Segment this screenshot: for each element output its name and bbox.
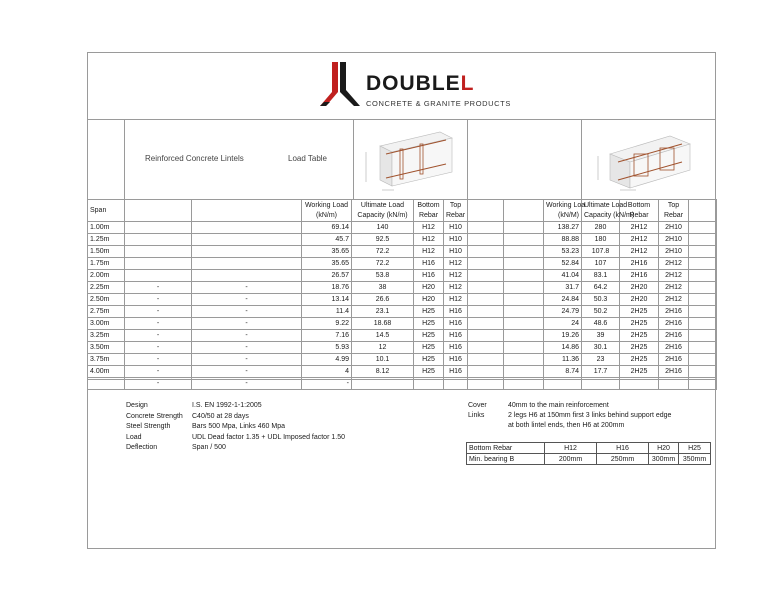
bearing-cell: 300mm — [649, 454, 679, 465]
empty-cell — [468, 306, 504, 318]
empty-cell — [504, 258, 544, 270]
cell-top: H16 — [444, 330, 468, 342]
cell-ul2: 280 — [582, 222, 620, 234]
cell-top: H10 — [444, 234, 468, 246]
cell-a — [125, 258, 192, 270]
cell-span — [88, 378, 125, 390]
cell-bot: H20 — [414, 294, 444, 306]
cell-bot2: 2H12 — [620, 234, 659, 246]
table-subtitle: Load Table — [288, 154, 327, 163]
table-row — [88, 354, 717, 366]
cell-bot2: 2H25 — [620, 306, 659, 318]
cell-b — [192, 222, 302, 234]
cell-wl2: 53.23 — [544, 246, 582, 258]
cell-top2: 2H16 — [659, 330, 689, 342]
cell-a: - — [125, 294, 192, 306]
bearing-cell: 200mm — [545, 454, 597, 465]
empty-cell — [689, 342, 717, 354]
cell-top2: 2H16 — [659, 366, 689, 378]
header-divider — [88, 119, 715, 120]
cell-wl2: 88.88 — [544, 234, 582, 246]
cell-top2: 2H10 — [659, 222, 689, 234]
cell-bot2 — [620, 378, 659, 390]
cell-wl2: 138.27 — [544, 222, 582, 234]
empty-cell — [468, 258, 504, 270]
cell-bot2: 2H25 — [620, 318, 659, 330]
cell-top2: 2H12 — [659, 282, 689, 294]
cell-ul2: 83.1 — [582, 270, 620, 282]
empty-cell — [504, 294, 544, 306]
note-label: Steel Strength — [126, 423, 171, 430]
bearing-cell: 350mm — [679, 454, 711, 465]
cell-wl2: 24.84 — [544, 294, 582, 306]
cell-ul2: 180 — [582, 234, 620, 246]
cell-ul: 72.2 — [352, 246, 414, 258]
empty-cell — [468, 354, 504, 366]
divider — [353, 119, 354, 199]
links-value: 2 legs H6 at 150mm first 3 links behind support edge — [508, 412, 672, 419]
cell-wl2: 19.26 — [544, 330, 582, 342]
cell-bot: H25 — [414, 306, 444, 318]
cell-ul2: 48.6 — [582, 318, 620, 330]
cell-bot2: 2H12 — [620, 222, 659, 234]
cell-ul: 14.5 — [352, 330, 414, 342]
brand-name: DOUBLEL — [366, 72, 475, 95]
cell-top — [444, 378, 468, 390]
cell-b — [192, 270, 302, 282]
cell-wl: 26.57 — [302, 270, 352, 282]
cell-b: - — [192, 342, 302, 354]
cell-ul: 12 — [352, 342, 414, 354]
cell-ul — [352, 378, 414, 390]
cell-wl: 11.4 — [302, 306, 352, 318]
cell-bot2: 2H16 — [620, 270, 659, 282]
cell-span: 3.50m — [88, 342, 125, 354]
cell-wl2: 52.84 — [544, 258, 582, 270]
table-row — [88, 342, 717, 354]
cell-a: - — [125, 354, 192, 366]
cell-wl2: 14.86 — [544, 342, 582, 354]
ultimate-load-header: Ultimate Load Capacity (kN/m) — [352, 200, 414, 222]
cell-wl: 18.76 — [302, 282, 352, 294]
cell-wl: - — [302, 378, 352, 390]
empty-cell — [468, 282, 504, 294]
cell-ul: 23.1 — [352, 306, 414, 318]
bearing-cell: H20 — [649, 443, 679, 454]
table-row — [88, 330, 717, 342]
cell-ul: 8.12 — [352, 366, 414, 378]
cell-b: - — [192, 282, 302, 294]
cell-ul2: 107 — [582, 258, 620, 270]
cell-top2: 2H16 — [659, 354, 689, 366]
empty-cell — [468, 270, 504, 282]
cell-ul2: 23 — [582, 354, 620, 366]
empty-cell — [192, 200, 302, 222]
cell-ul2: 50.2 — [582, 306, 620, 318]
bearing-cell: Bottom Rebar — [467, 443, 545, 454]
cell-wl2: 31.7 — [544, 282, 582, 294]
cell-wl: 9.22 — [302, 318, 352, 330]
bearing-cell: H16 — [597, 443, 649, 454]
cell-wl: 13.14 — [302, 294, 352, 306]
empty-cell — [689, 282, 717, 294]
cover-label: Cover — [468, 402, 487, 409]
empty-cell — [504, 378, 544, 390]
empty-cell — [504, 354, 544, 366]
empty-cell — [689, 294, 717, 306]
cell-b — [192, 258, 302, 270]
cell-top2: 2H10 — [659, 246, 689, 258]
cell-a: - — [125, 366, 192, 378]
cell-b: - — [192, 354, 302, 366]
table-row — [88, 222, 717, 234]
cell-bot2: 2H25 — [620, 330, 659, 342]
empty-cell — [504, 366, 544, 378]
table-row — [88, 318, 717, 330]
cell-b: - — [192, 366, 302, 378]
cell-b: - — [192, 306, 302, 318]
cell-bot: H25 — [414, 354, 444, 366]
empty-cell — [468, 294, 504, 306]
cell-ul2: 17.7 — [582, 366, 620, 378]
table-header-row — [88, 200, 717, 222]
bearing-row-min — [467, 454, 711, 465]
empty-cell — [468, 330, 504, 342]
cell-wl: 4.99 — [302, 354, 352, 366]
double-lintel-diagram — [590, 124, 700, 194]
note-label: Load — [126, 433, 142, 441]
cell-b — [192, 246, 302, 258]
table-row — [88, 282, 717, 294]
cell-span: 1.25m — [88, 234, 125, 246]
empty-cell — [689, 200, 717, 222]
cell-b: - — [192, 330, 302, 342]
cell-top: H10 — [444, 246, 468, 258]
cell-ul: 10.1 — [352, 354, 414, 366]
bearing-cell: Min. bearing B — [467, 454, 545, 465]
empty-cell — [689, 234, 717, 246]
empty-cell — [689, 318, 717, 330]
table-row — [88, 246, 717, 258]
cell-bot2: 2H25 — [620, 342, 659, 354]
cell-a — [125, 234, 192, 246]
cell-bot: H25 — [414, 318, 444, 330]
cell-bot: H20 — [414, 282, 444, 294]
cell-top: H12 — [444, 258, 468, 270]
cell-wl: 35.65 — [302, 246, 352, 258]
empty-cell — [504, 222, 544, 234]
cell-span: 1.50m — [88, 246, 125, 258]
single-lintel-diagram — [360, 124, 460, 194]
empty-cell — [689, 306, 717, 318]
cell-ul2 — [582, 378, 620, 390]
empty-cell — [504, 306, 544, 318]
cell-a — [125, 222, 192, 234]
links-value-2: at both lintel ends, then H6 at 200mm — [508, 422, 625, 429]
cell-a: - — [125, 318, 192, 330]
empty-cell — [689, 378, 717, 390]
bearing-table — [466, 442, 711, 465]
cell-bot: H12 — [414, 234, 444, 246]
cell-bot: H25 — [414, 366, 444, 378]
empty-cell — [689, 222, 717, 234]
cell-ul: 38 — [352, 282, 414, 294]
bearing-row-rebar — [467, 443, 711, 454]
cell-span: 4.00m — [88, 366, 125, 378]
cell-bot: H25 — [414, 342, 444, 354]
note-value: UDL Dead factor 1.35 + UDL Imposed factor 1.50 — [192, 433, 345, 441]
note-value: Span / 500 — [192, 444, 226, 451]
cell-wl: 69.14 — [302, 222, 352, 234]
empty-cell — [468, 366, 504, 378]
empty-cell — [689, 330, 717, 342]
bottom-rebar-header: Bottom Rebar — [414, 200, 444, 222]
table-row — [88, 366, 717, 378]
cell-top2: 2H12 — [659, 258, 689, 270]
table-title: Reinforced Concrete Lintels — [145, 154, 244, 163]
cell-b: - — [192, 294, 302, 306]
cell-top2: 2H12 — [659, 294, 689, 306]
cell-wl2: 24 — [544, 318, 582, 330]
note-label: Deflection — [126, 444, 158, 451]
cell-bot: H12 — [414, 246, 444, 258]
working-load-header: Working Load (kN/m) — [302, 200, 352, 222]
cell-wl2 — [544, 378, 582, 390]
cell-wl2: 41.04 — [544, 270, 582, 282]
cell-a: - — [125, 282, 192, 294]
empty-cell — [468, 342, 504, 354]
empty-cell — [504, 200, 544, 222]
cell-top: H16 — [444, 354, 468, 366]
cell-wl2: 8.74 — [544, 366, 582, 378]
cell-span: 2.25m — [88, 282, 125, 294]
cell-top2 — [659, 378, 689, 390]
empty-cell — [468, 222, 504, 234]
empty-cell — [468, 378, 504, 390]
cell-ul2: 107.8 — [582, 246, 620, 258]
cell-top: H16 — [444, 366, 468, 378]
divider — [124, 119, 125, 199]
company-logo — [318, 59, 518, 115]
empty-cell — [504, 342, 544, 354]
cell-top: H10 — [444, 222, 468, 234]
cell-b: - — [192, 318, 302, 330]
working-load-header-right: Working Loa (kN/M) — [544, 200, 582, 222]
empty-cell — [468, 200, 504, 222]
cell-ul: 18.68 — [352, 318, 414, 330]
note-value: C40/50 at 28 days — [192, 412, 249, 420]
cell-top: H12 — [444, 294, 468, 306]
table-row — [88, 306, 717, 318]
empty-cell — [689, 270, 717, 282]
empty-cell — [504, 246, 544, 258]
divider — [467, 119, 468, 199]
empty-cell — [504, 330, 544, 342]
cell-wl: 35.65 — [302, 258, 352, 270]
cell-wl: 4 — [302, 366, 352, 378]
cell-top: H16 — [444, 318, 468, 330]
cell-ul: 92.5 — [352, 234, 414, 246]
cell-b — [192, 234, 302, 246]
table-row — [88, 234, 717, 246]
cell-span: 3.00m — [88, 318, 125, 330]
bearing-cell: H12 — [545, 443, 597, 454]
empty-cell — [689, 354, 717, 366]
links-label: Links — [468, 412, 485, 419]
cell-bot: H16 — [414, 270, 444, 282]
cell-bot2: 2H25 — [620, 366, 659, 378]
top-rebar-header: Top Rebar — [444, 200, 468, 222]
cell-a: - — [125, 378, 192, 390]
cell-top: H12 — [444, 282, 468, 294]
cell-ul2: 30.1 — [582, 342, 620, 354]
empty-cell — [468, 246, 504, 258]
empty-cell — [468, 318, 504, 330]
cell-a: - — [125, 330, 192, 342]
cell-ul2: 50.3 — [582, 294, 620, 306]
logo-mark-icon — [318, 62, 362, 110]
note-label: Concrete Strength — [126, 412, 183, 420]
empty-cell — [504, 234, 544, 246]
brand-tagline: CONCRETE & GRANITE PRODUCTS — [366, 99, 511, 108]
note-value: Bars 500 Mpa, Links 460 Mpa — [192, 423, 285, 430]
cell-span: 1.00m — [88, 222, 125, 234]
cell-wl2: 11.36 — [544, 354, 582, 366]
empty-cell — [689, 258, 717, 270]
bottom-rebar-header-right: Bottom Rebar — [620, 200, 659, 222]
note-value: I.S. EN 1992-1-1:2005 — [192, 402, 262, 409]
cell-bot — [414, 378, 444, 390]
cell-top2: 2H16 — [659, 306, 689, 318]
ultimate-load-header-right: Ultimate Load Capacity (kN/m) — [582, 200, 620, 222]
table-row — [88, 294, 717, 306]
cell-span: 2.75m — [88, 306, 125, 318]
cell-span: 3.75m — [88, 354, 125, 366]
cell-a — [125, 270, 192, 282]
empty-cell — [689, 246, 717, 258]
cell-bot2: 2H16 — [620, 258, 659, 270]
note-label: Design — [126, 402, 148, 409]
cell-top2: 2H16 — [659, 318, 689, 330]
cover-value: 40mm to the main reinforcement — [508, 402, 609, 409]
empty-cell — [504, 270, 544, 282]
cell-bot2: 2H12 — [620, 246, 659, 258]
cell-ul2: 64.2 — [582, 282, 620, 294]
top-rebar-header-right: Top Rebar — [659, 200, 689, 222]
empty-cell — [504, 282, 544, 294]
cell-bot2: 2H20 — [620, 282, 659, 294]
empty-cell — [689, 366, 717, 378]
table-row — [88, 258, 717, 270]
cell-a: - — [125, 342, 192, 354]
cell-span: 2.00m — [88, 270, 125, 282]
cell-a: - — [125, 306, 192, 318]
cell-ul: 53.8 — [352, 270, 414, 282]
cell-top: H16 — [444, 342, 468, 354]
cell-ul: 140 — [352, 222, 414, 234]
cell-bot2: 2H25 — [620, 354, 659, 366]
empty-cell — [504, 318, 544, 330]
cell-b: - — [192, 378, 302, 390]
table-row — [88, 378, 717, 390]
empty-cell — [125, 200, 192, 222]
cell-span: 2.50m — [88, 294, 125, 306]
cell-bot: H25 — [414, 330, 444, 342]
table-row — [88, 270, 717, 282]
divider — [581, 119, 582, 199]
cell-wl: 45.7 — [302, 234, 352, 246]
bearing-cell: 250mm — [597, 454, 649, 465]
cell-top2: 2H16 — [659, 342, 689, 354]
cell-top2: 2H10 — [659, 234, 689, 246]
bearing-cell: H25 — [679, 443, 711, 454]
cell-span: 1.75m — [88, 258, 125, 270]
cell-wl2: 24.79 — [544, 306, 582, 318]
span-header: Span — [88, 200, 125, 222]
empty-cell — [468, 234, 504, 246]
cell-top2: 2H12 — [659, 270, 689, 282]
cell-span: 3.25m — [88, 330, 125, 342]
cell-wl: 5.93 — [302, 342, 352, 354]
cell-wl: 7.16 — [302, 330, 352, 342]
cell-bot: H16 — [414, 258, 444, 270]
cell-a — [125, 246, 192, 258]
cell-ul2: 39 — [582, 330, 620, 342]
cell-bot2: 2H20 — [620, 294, 659, 306]
cell-top: H12 — [444, 270, 468, 282]
cell-ul: 26.6 — [352, 294, 414, 306]
cell-top: H16 — [444, 306, 468, 318]
cell-ul: 72.2 — [352, 258, 414, 270]
load-table-sheet — [87, 52, 716, 549]
load-table — [87, 199, 717, 390]
cell-bot: H12 — [414, 222, 444, 234]
